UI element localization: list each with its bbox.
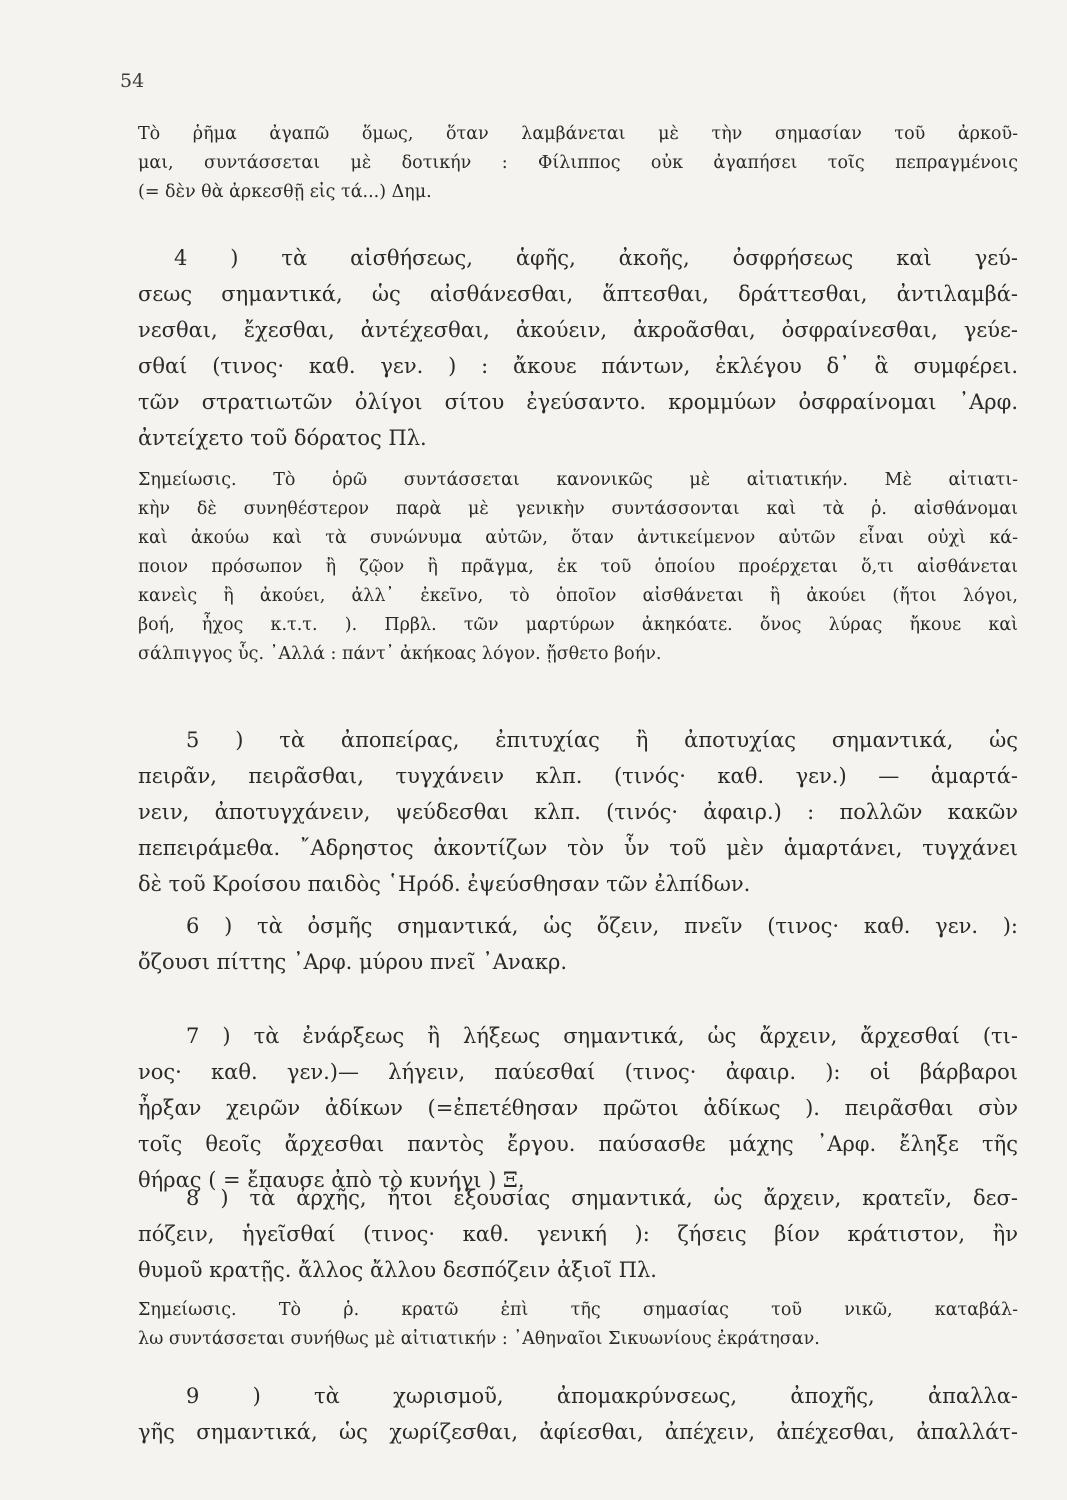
text-line: 6 ) τὰ ὀσμῆς σημαντικά, ὡς ὄζειν, πνεῖν (τινος· καθ. γεν. ):: [186, 914, 1018, 938]
paragraph-item-7: [138, 1018, 1018, 1198]
text-line: Σημείωσις. Τὸ ὁρῶ συντάσσεται κανονικῶς μὲ αἰτιατικήν. Μὲ αἰτιατι-: [138, 470, 1018, 490]
text-line: λω συντάσσεται συνήθως μὲ αἰτιατικήν : ᾽Αθηναῖοι Σικυωνίους ἐκράτησαν.: [138, 1329, 820, 1349]
paragraph-agapo-note: [138, 120, 1018, 207]
text-line: 5 ) τὰ ἀποπείρας, ἐπιτυχίας ἢ ἀποτυχίας σημαντικά, ὡς: [186, 728, 1018, 752]
text-line: σάλπιγγος ὗς. ᾽Αλλά : πάντ᾽ ἀκήκοας λόγον. ᾔσθετο βοήν.: [138, 644, 662, 664]
text-line: 8 ) τὰ ἀρχῆς, ἤτοι ἐξουσίας σημαντικά, ὡς ἄρχειν, κρατεῖν, δεσ-: [186, 1186, 1018, 1210]
text-line: νειν, ἀποτυγχάνειν, ψεύδεσθαι κλπ. (τινός· ἀφαιρ.) : πολλῶν κακῶν: [138, 800, 1018, 824]
text-line: κὴν δὲ συνηθέστερον παρὰ μὲ γενικὴν συντάσσονται καὶ τὰ ῥ. αἰσθάνομαι: [138, 499, 1018, 519]
page-number: 54: [120, 70, 145, 92]
text-line: σθαί (τινος· καθ. γεν. ) : ἄκουε πάντων, ἐκλέγου δ᾽ ἃ συμφέρει.: [138, 354, 1018, 378]
text-line: κανεὶς ἢ ἀκούει, ἀλλ᾽ ἐκεῖνο, τὸ ὁποῖον αἰσθάνεται ἢ ἀκούει (ἤτοι λόγοι,: [138, 586, 1018, 606]
text-line: πειρᾶν, πειρᾶσθαι, τυγχάνειν κλπ. (τινός· καθ. γεν.) — ἁμαρτά-: [138, 764, 1018, 788]
text-line: θυμοῦ κρατῇς. ἄλλος ἄλλου δεσπόζειν ἀξιοῖ Πλ.: [138, 1258, 657, 1282]
text-line: νεσθαι, ἔχεσθαι, ἀντέχεσθαι, ἀκούειν, ἀκροᾶσθαι, ὀσφραίνεσθαι, γεύε-: [138, 318, 1018, 342]
text-line: θήρας ( = ἔπαυσε ἀπὸ τὸ κυνήγι ) Ξ.: [138, 1168, 525, 1192]
paragraph-note-krato: [138, 1296, 1018, 1354]
paragraph-item-8: [138, 1180, 1018, 1288]
text-line: 7 ) τὰ ἐνάρξεως ἢ λήξεως σημαντικά, ὡς ἄρχειν, ἄρχεσθαί (τι-: [186, 1024, 1018, 1048]
text-line: (= δὲν θὰ ἀρκεσθῇ εἰς τά...) Δημ.: [138, 182, 432, 202]
text-line: βοή, ἦχος κ.τ.τ. ). Πρβλ. τῶν μαρτύρων ἀκηκόατε. ὄνος λύρας ἤκουε καὶ: [138, 615, 1018, 635]
paragraph-item-6: [138, 908, 1018, 980]
paragraph-item-4: [138, 240, 1018, 456]
text-line: τοῖς θεοῖς ἄρχεσθαι παντὸς ἔργου. παύσασθε μάχης ᾽Αρφ. ἔληξε τῆς: [138, 1132, 1018, 1156]
paragraph-item-5: [138, 722, 1018, 902]
text-line: ἀντείχετο τοῦ δόρατος Πλ.: [138, 426, 427, 450]
text-line: νος· καθ. γεν.)— λήγειν, παύεσθαί (τινος· ἀφαιρ. ): οἱ βάρβαροι: [138, 1060, 1018, 1084]
paragraph-note-horo: [138, 466, 1018, 669]
text-line: ἦρξαν χειρῶν ἀδίκων (=ἐπετέθησαν πρῶτοι ἀδίκως ). πειρᾶσθαι σὺν: [138, 1096, 1018, 1120]
text-line: μαι, συντάσσεται μὲ δοτικήν : Φίλιππος οὐκ ἀγαπήσει τοῖς πεπραγμένοις: [138, 153, 1018, 173]
paragraph-item-9: [138, 1378, 1018, 1450]
text-line: 4 ) τὰ αἰσθήσεως, ἁφῆς, ἀκοῆς, ὀσφρήσεως καὶ γεύ-: [174, 246, 1018, 270]
text-line: Τὸ ῥῆμα ἀγαπῶ ὅμως, ὅταν λαμβάνεται μὲ τὴν σημασίαν τοῦ ἀρκοῦ-: [138, 124, 1018, 144]
text-line: πεπειράμεθα. ῎Αδρηστος ἀκοντίζων τὸν ὗν τοῦ μὲν ἁμαρτάνει, τυγχάνει: [138, 836, 1018, 860]
text-line: δὲ τοῦ Κροίσου παιδὸς ῾Ηρόδ. ἐψεύσθησαν τῶν ἐλπίδων.: [138, 872, 751, 896]
text-line: 9 ) τὰ χωρισμοῦ, ἀπομακρύνσεως, ἀποχῆς, ἀπαλλα-: [186, 1384, 1018, 1408]
text-line: ποιον πρόσωπον ἢ ζῷον ἢ πρᾶγμα, ἐκ τοῦ ὁποίου προέρχεται ὅ,τι αἰσθάνεται: [138, 557, 1018, 577]
text-line: γῆς σημαντικά, ὡς χωρίζεσθαι, ἀφίεσθαι, ἀπέχειν, ἀπέχεσθαι, ἀπαλλάτ-: [138, 1420, 1018, 1444]
text-line: τῶν στρατιωτῶν ὀλίγοι σίτου ἐγεύσαντο. κρομμύων ὀσφραίνομαι ᾽Αρφ.: [138, 390, 1018, 414]
text-line: ὄζουσι πίττης ᾽Αρφ. μύρου πνεῖ ᾽Ανακρ.: [138, 950, 567, 974]
text-line: Σημείωσις. Τὸ ῥ. κρατῶ ἐπὶ τῆς σημασίας τοῦ νικῶ, καταβάλ-: [138, 1300, 1018, 1320]
text-line: πόζειν, ἡγεῖσθαί (τινος· καθ. γενική ): ζήσεις βίον κράτιστον, ἢν: [138, 1222, 1018, 1246]
text-line: σεως σημαντικά, ὡς αἰσθάνεσθαι, ἅπτεσθαι, δράττεσθαι, ἀντιλαμβά-: [138, 282, 1018, 306]
text-line: καὶ ἀκούω καὶ τὰ συνώνυμα αὐτῶν, ὅταν ἀντικείμενον αὐτῶν εἶναι οὐχὶ κά-: [138, 528, 1018, 548]
